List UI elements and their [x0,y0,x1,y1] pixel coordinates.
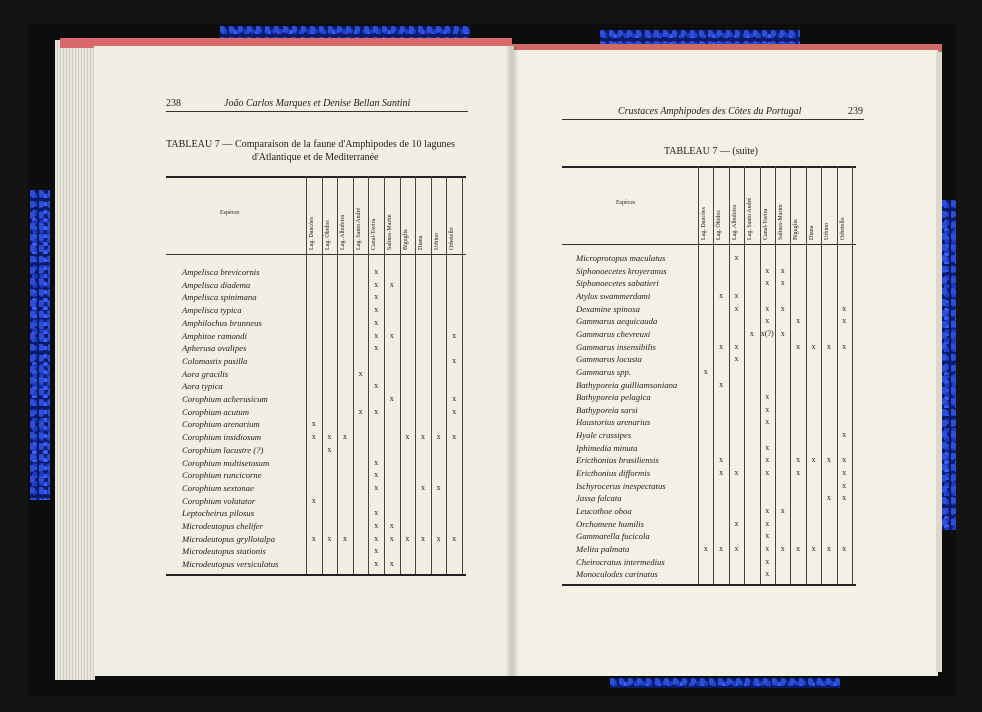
presence-mark: x [811,455,816,465]
presence-mark: x [765,278,770,288]
species-name: Corophium volutator [182,495,256,506]
column-divider [384,176,385,574]
species-name: Ampelisca brevicornis [182,267,260,277]
presence-mark: x [389,394,394,403]
presence-mark: x [734,518,739,528]
presence-mark: x [374,305,379,315]
presence-mark: x [765,417,770,427]
presence-mark: x [452,432,457,442]
right-running-head: Crustaces Amphipodes des Côtes du Portugal [618,106,802,117]
species-name: Gammarella fucicola [576,531,650,542]
column-divider [775,166,776,584]
presence-mark: x [811,543,816,553]
presence-mark: x [389,521,394,530]
species-name: Amphitoe ramondi [182,330,247,341]
species-name: Corophium acutum [182,406,250,417]
presence-mark: x [358,368,363,378]
presence-mark: x [719,379,724,389]
species-name: Iphimedia minuta [576,442,638,453]
right-page [512,50,938,676]
column-header: Orbetello [449,227,456,250]
right-page-number: 239 [848,106,863,117]
table-header-rule [562,244,856,245]
column-divider [760,166,761,584]
species-name: Ericthonius difformis [576,468,651,479]
presence-mark: x [436,432,441,442]
species-name: Cheirocratus intermedius [576,556,665,567]
presence-mark: x [436,482,441,492]
column-header: Salines-Martin [387,214,393,250]
column-header: Salines-Marim [778,204,784,240]
presence-mark: x [389,330,394,340]
column-divider [322,176,323,574]
presence-mark: x [374,482,379,492]
presence-mark: x [765,303,770,313]
column-header: Canal-Tavira [371,218,378,250]
presence-mark: x [374,546,379,556]
left-page-number: 238 [166,98,181,109]
presence-mark: x [826,341,831,351]
right-head-rule [562,119,864,120]
right-page-edge [936,52,942,672]
column-header: Diana [418,235,425,250]
presence-mark: x [327,533,332,543]
page-stack-edge [55,40,95,680]
species-name: Colomastix pusilla [182,355,248,366]
column-divider [837,166,838,584]
left-running-head: João Carlos Marques et Denise Bellan Santini [224,98,411,109]
species-name: Jassa falcata [576,493,622,504]
column-divider [462,176,463,574]
presence-mark: x [311,495,316,505]
marbled-cover-bottom [610,678,840,688]
presence-mark: x [734,341,739,351]
species-name: Ampelisca typica [182,305,242,316]
presence-mark: x [374,317,379,327]
presence-mark: x [405,533,410,543]
species-name: Leucothoe oboa [576,506,632,516]
species-name: Corophium runcicorne [182,470,262,481]
species-name: Atylus swammerdami [576,290,651,301]
presence-mark: x [780,328,785,338]
column-divider [446,176,447,574]
column-divider [713,166,714,584]
species-column-header: Espèces [616,200,636,206]
presence-mark: x [780,303,785,313]
presence-mark: x [327,432,332,442]
species-name: Gammarus insensibilis [576,341,656,352]
species-name: Gammarus chevreuxi [576,328,651,339]
presence-mark: x [374,343,379,353]
presence-mark: x [842,543,847,553]
presence-mark: x [421,432,425,442]
table-bottom-rule [166,574,466,576]
species-name: Melita palmata [576,543,630,554]
species-name: Microdeutopus gryllotalpa [182,533,276,544]
presence-mark: x [343,533,347,543]
column-divider [852,166,853,584]
presence-mark: x [374,533,379,543]
species-name: Gammarus spp. [576,366,632,377]
species-name: Leptocheirus pilosus [182,508,255,519]
column-header: Diana [808,225,815,240]
presence-mark: x [734,354,739,364]
presence-mark: x [796,468,801,478]
column-header: Lag. Albufeira [731,205,738,240]
presence-mark: x [452,406,457,416]
species-name: Apherusa ovalipes [182,343,247,354]
book-gutter [505,46,519,676]
presence-mark: x [765,556,770,566]
presence-mark: x [842,455,847,465]
presence-mark: x [374,267,379,276]
column-divider [698,166,699,584]
species-name: Bathyporeia guilliamsoniana [576,379,678,390]
column-divider [400,176,401,574]
presence-mark: x [734,253,739,262]
presence-mark: x [343,432,347,442]
species-name: Corophium lacustre (?) [182,444,264,455]
presence-mark: x [374,457,379,467]
species-name: Dexamine spinosa [576,303,640,314]
presence-mark: x [765,316,770,326]
presence-mark: x [842,493,847,503]
presence-mark: x [765,518,770,528]
species-name: Corophium multisetosum [182,457,270,468]
presence-mark: x [374,381,379,391]
presence-mark: x [765,506,770,515]
column-divider [431,176,432,574]
presence-mark: x [826,493,831,503]
presence-mark: x [374,508,379,518]
column-divider [415,176,416,574]
marbled-cover-top-right [600,30,800,44]
presence-mark: x [374,406,379,416]
column-header: Lag. Dancóes [701,207,707,240]
left-head-rule [166,111,468,112]
presence-mark: x [765,531,770,541]
presence-mark: x [327,444,332,454]
presence-mark: x [436,533,441,543]
species-name: Aora typica [182,381,223,392]
species-column-header: Espèces [220,210,240,216]
presence-mark: x [765,543,770,553]
column-header: Lag. Óbidos [324,220,331,250]
column-header: Biguglia [793,219,800,240]
presence-mark: x [734,290,739,300]
presence-mark: x [780,506,785,515]
presence-mark: x [796,341,801,351]
column-divider [790,166,791,584]
presence-mark: x [734,543,739,553]
species-name: Microdeutopus chelifer [182,521,263,531]
presence-mark: x [311,533,316,543]
table-top-rule [166,176,466,178]
presence-mark: x [374,470,379,480]
column-divider [368,176,369,574]
presence-mark: x [842,316,847,326]
marbled-cover-left [30,190,50,500]
marbled-cover-top [220,26,470,38]
presence-mark: x [389,559,394,569]
presence-mark: x [311,419,316,429]
presence-mark: x [421,482,425,492]
presence-mark: x [421,533,425,543]
presence-mark: x [765,569,770,579]
species-name: Ericthonius brasiliensis [576,455,659,466]
column-header: Urbino [824,223,831,240]
column-header: Lag. Santo André [355,207,362,250]
column-header: Lag. Albufeira [340,215,347,250]
presence-mark: x [311,432,316,442]
presence-mark: x [796,543,801,553]
column-header: Urbino [433,233,440,250]
species-name: Siphonoecetes kroyeranus [576,265,667,276]
presence-mark: x [374,559,379,569]
species-name: Corophium insidiosum [182,432,262,443]
presence-mark: x [703,366,708,376]
left-caption-line2: d'Atlantique et de Mediterranée [252,152,379,163]
species-name: Microdeutopus stationis [182,546,266,557]
presence-mark: x [765,392,770,402]
presence-mark: x [719,341,724,351]
species-name: Orchomene humilis [576,518,644,529]
species-name: Microprotopus maculatus [576,253,666,263]
presence-mark: x [452,330,457,340]
species-name: Ischyrocerus inespectatus [576,480,666,491]
right-caption: TABLEAU 7 — (suite) [664,146,758,157]
species-name: Corophium sextonae [182,482,254,493]
presence-mark: x [719,468,724,478]
presence-mark: x [719,543,724,553]
column-header: Biguglia [402,229,409,250]
presence-mark: x [826,455,831,465]
species-name: Siphonoecetes sabatieri [576,278,659,289]
presence-mark: x [374,330,379,340]
species-name: Amphilochus brunneus [182,317,262,328]
presence-mark: x [749,328,754,338]
presence-mark: x [389,279,394,289]
column-header: Orbetello [839,217,846,240]
species-name: Monoculodes carinatus [576,569,658,580]
presence-mark: x [842,341,847,351]
species-name: Ampelisca diadema [182,279,251,290]
presence-mark: x [765,468,770,478]
presence-mark: x [389,533,394,543]
presence-mark: x [374,279,379,289]
presence-mark: x [765,265,770,275]
presence-mark: x [780,278,785,288]
presence-mark: x [765,442,770,452]
table-bottom-rule [562,584,856,586]
presence-mark: x [719,290,724,300]
presence-mark: x [842,303,847,313]
table-top-rule [562,166,856,168]
column-divider [337,176,338,574]
presence-mark: x [405,432,410,442]
presence-mark: x [374,521,379,530]
marbled-cover-right [942,200,956,530]
left-caption-line1: TABLEAU 7 — Comparaison de la faune d'Amphipodes de 10 lagunes [166,139,456,150]
presence-mark: x [811,341,816,351]
column-header: Lag. Óbidos [716,210,723,240]
presence-mark: x(?) [760,328,774,338]
presence-mark: x [452,394,457,403]
species-name: Gammarus locusta [576,354,642,365]
presence-mark: x [796,455,801,465]
species-name: Haustorius arenarius [576,417,651,428]
presence-mark: x [842,430,847,440]
species-name: Microdeutopus versiculatus [182,559,279,570]
presence-mark: x [826,543,831,553]
column-divider [806,166,807,584]
column-header: Lag. Santo André [747,197,754,240]
presence-mark: x [358,406,363,416]
species-name: Gammarus aequicauda [576,316,658,327]
species-name: Hyale crassipes [576,430,632,441]
presence-mark: x [703,543,708,553]
left-page [94,46,514,676]
species-name: Aora gracilis [182,368,229,379]
presence-mark: x [842,480,847,490]
species-name: Bathyporeia sarsi [576,404,638,415]
column-divider [821,166,822,584]
column-divider [729,166,730,584]
presence-mark: x [780,543,785,553]
presence-mark: x [452,533,457,543]
species-name: Corophium acherusicum [182,394,268,404]
column-divider [306,176,307,574]
presence-mark: x [842,468,847,478]
presence-mark: x [765,404,770,414]
presence-mark: x [452,355,457,365]
species-name: Bathyporeia pelagica [576,392,651,403]
column-header: Canal-Tavira [762,208,769,240]
presence-mark: x [796,316,801,326]
presence-mark: x [734,303,739,313]
species-name: Ampelisca spinimana [182,292,257,303]
presence-mark: x [374,292,379,302]
table-header-rule [166,254,466,255]
presence-mark: x [780,265,785,275]
column-divider [744,166,745,584]
column-divider [353,176,354,574]
species-name: Corophium arenarium [182,419,260,430]
column-header: Lag. Dancóes [309,217,315,250]
presence-mark: x [765,455,770,465]
presence-mark: x [719,455,724,465]
presence-mark: x [734,468,739,478]
